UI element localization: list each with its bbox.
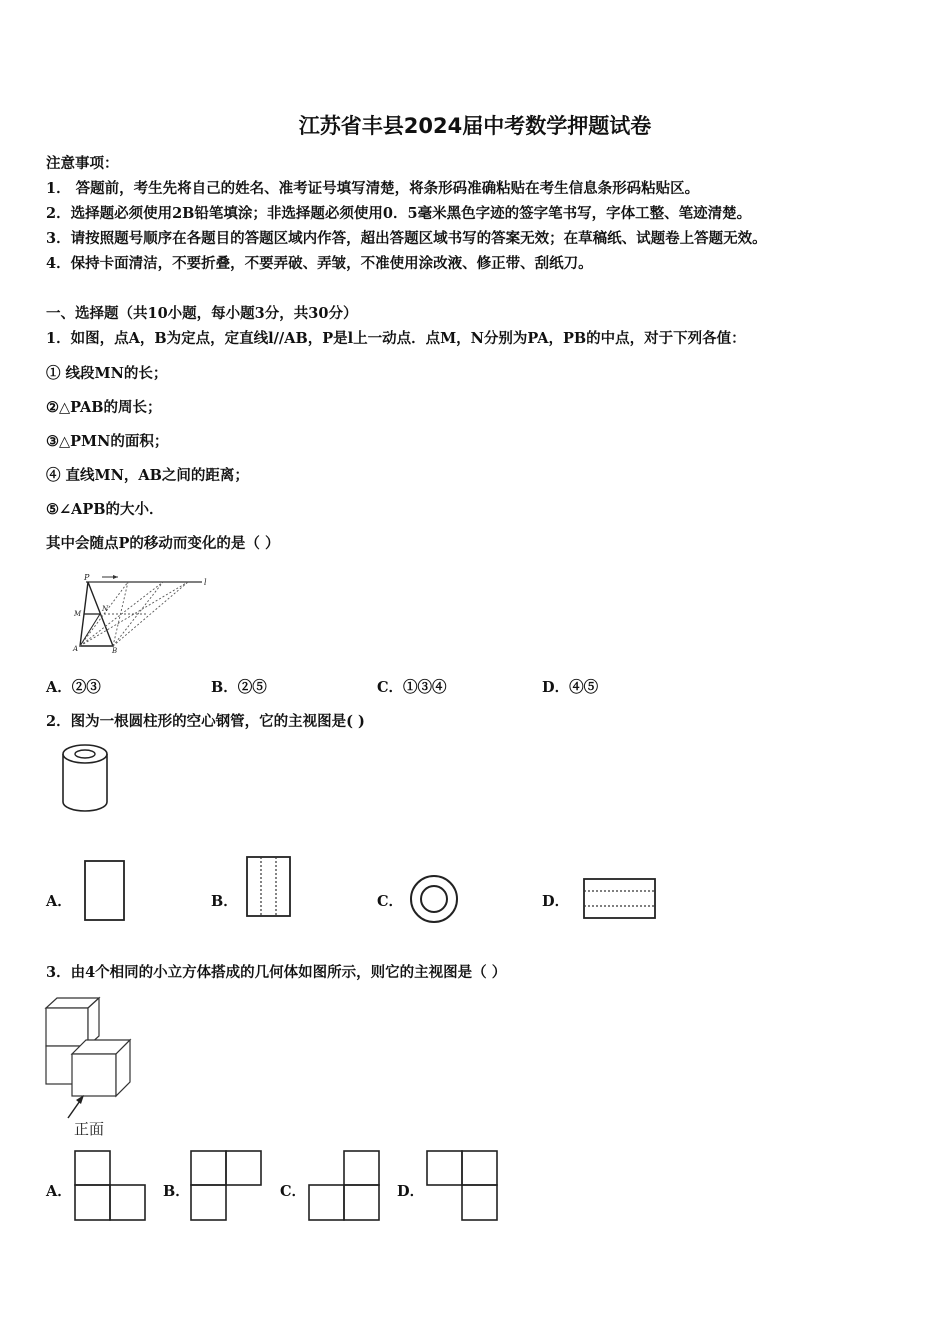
q1-option-a-letter: A． xyxy=(46,679,72,696)
q2-option-d-label[interactable]: D． xyxy=(542,893,570,910)
notice-item-2: 2．选择题必须使用2B铅笔填涂；非选择题必须使用0．5毫米黑色字迹的签字笔书写，字体工整、笔迹清楚。 xyxy=(46,205,752,222)
q3-stem: 3．由4个相同的小立方体搭成的几何体如图所示，则它的主视图是（ ） xyxy=(46,964,507,981)
q3-option-a-figure[interactable] xyxy=(74,1150,148,1222)
q1-option-c-letter: C． xyxy=(377,679,404,696)
label-m: M xyxy=(74,610,82,618)
q1-item-2: ②△PAB的周长； xyxy=(46,399,162,416)
q1-item-5: ⑤∠APB的大小． xyxy=(46,501,164,518)
q1-option-b-text: ②⑤ xyxy=(237,679,267,696)
q1-ask: 其中会随点P的移动而变化的是（ ） xyxy=(46,535,280,552)
q1-option-d-text: ④⑤ xyxy=(569,679,599,696)
q3-option-b-label[interactable]: B． xyxy=(163,1183,190,1200)
q3-option-b-figure[interactable] xyxy=(190,1150,264,1222)
q1-item-3: ③△PMN的面积； xyxy=(46,433,169,450)
q1-item-1: ① 线段MN的长； xyxy=(46,365,168,382)
q2-option-c-figure[interactable] xyxy=(408,873,460,925)
section-heading: 一、选择题（共10小题，每小题3分，共30分） xyxy=(46,305,358,322)
q3-option-c-figure[interactable] xyxy=(308,1150,382,1222)
q3-cubes-figure xyxy=(44,996,144,1138)
q1-figure xyxy=(68,572,208,654)
q2-option-a-label[interactable]: A． xyxy=(46,893,72,910)
label-a: A xyxy=(73,645,79,653)
q1-option-d[interactable] xyxy=(542,676,598,697)
notice-heading: 注意事项： xyxy=(46,155,119,172)
notice-item-4: 4．保持卡面清洁，不要折叠，不要弄破、弄皱，不准使用涂改液、修正带、刮纸刀。 xyxy=(46,255,593,272)
q3-option-d-label[interactable]: D． xyxy=(397,1183,425,1200)
q1-option-a[interactable] xyxy=(46,676,101,697)
q3-front-label: 正面 xyxy=(74,1120,105,1138)
page-title: 江苏省丰县2024届中考数学押题试卷 xyxy=(298,114,652,138)
q3-option-d-figure[interactable] xyxy=(426,1150,500,1222)
label-n: N xyxy=(102,605,109,613)
q2-cylinder-figure xyxy=(60,742,110,816)
q2-stem: 2．图为一根圆柱形的空心钢管，它的主视图是( ) xyxy=(46,713,365,730)
label-b: B xyxy=(112,647,118,655)
q2-option-b-label[interactable]: B． xyxy=(211,893,238,910)
q1-stem: 1．如图，点A，B为定点，定直线l//AB，P是l上一动点．点M，N分别为PA，PB的中点，对于下列各值： xyxy=(46,330,746,347)
q1-option-c-text: ①③④ xyxy=(403,679,447,696)
q2-option-b-figure[interactable] xyxy=(246,856,292,918)
label-l: l xyxy=(204,578,207,587)
label-p: P xyxy=(84,573,90,582)
q1-option-d-letter: D． xyxy=(542,679,570,696)
q2-option-a-figure[interactable] xyxy=(84,860,126,922)
notice-item-3: 3．请按照题号顺序在各题目的答题区域内作答，超出答题区域书写的答案无效；在草稿纸、试题卷上答题无效。 xyxy=(46,230,767,247)
q1-option-b[interactable] xyxy=(211,676,267,697)
notice-item-1: 1． 答题前，考生先将自己的姓名、准考证号填写清楚，将条形码准确粘贴在考生信息条形码粘贴区。 xyxy=(46,180,700,197)
q3-option-a-label[interactable]: A． xyxy=(46,1183,72,1200)
q3-option-c-label[interactable]: C． xyxy=(280,1183,307,1200)
q1-option-b-letter: B． xyxy=(211,679,238,696)
q1-option-c[interactable] xyxy=(377,676,447,697)
q1-option-a-text: ②③ xyxy=(71,679,101,696)
q1-item-4: ④ 直线MN，AB之间的距离； xyxy=(46,467,249,484)
q2-option-d-figure[interactable] xyxy=(583,878,657,920)
q2-option-c-label[interactable]: C． xyxy=(377,893,404,910)
